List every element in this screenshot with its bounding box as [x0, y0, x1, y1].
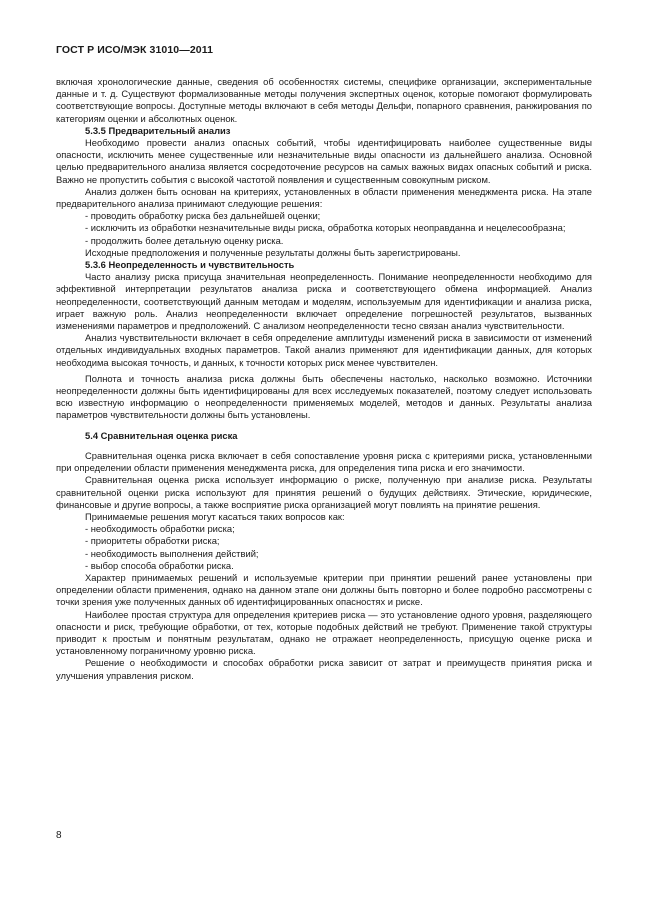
section-heading-5-3-6: 5.3.6 Неопределенность и чувствительность	[85, 259, 295, 271]
list-item: - необходимость выполнения действий;	[85, 547, 259, 559]
paragraph: Принимаемые решения могут касаться таких вопросов как:	[85, 510, 345, 522]
paragraph: Анализ должен быть основан на критериях, установленных в области применения менеджмента риска. На этапе предварительного анализа принимают следующие решения:	[56, 185, 592, 210]
list-item: - приоритеты обработки риска;	[85, 535, 220, 547]
list-item: - необходимость обработки риска;	[85, 523, 235, 535]
paragraph: Решение о необходимости и способах обработки риска зависит от затрат и преимуществ принятия риска и улучшения управления риском.	[56, 657, 592, 681]
document-header: ГОСТ Р ИСО/МЭК 31010—2011	[56, 44, 214, 56]
page-number: 8	[56, 830, 62, 841]
paragraph: Полнота и точность анализа риска должны быть обеспечены настолько, насколько возможно. Источники неопределенности должны быть идентифицированы для всех исследуемых показателей, поэтому следует использовать всю известную информацию о неопределенности применяемых моделей, методов и данных. Результаты анализа параметров чувствительности должны быть установлены.	[56, 372, 592, 421]
paragraph: Анализ чувствительности включает в себя определение амплитуды изменений риска в зависимости от изменений отдельных индивидуальных входных параметров. Такой анализ применяют для идентификации данных, для которых необходима высокая точность, и данных, к точности которых риск менее чувствителен.	[56, 332, 592, 368]
paragraph: Наиболее простая структура для определения критериев риска — это установление одного уровня, разделяющего опасности и риск, требующие обработки, от тех, которые подобных действий не требуют. Применение такой структуры приводит к простым и понятным результатам, однако не отражает неопределенность, присущую оценке риска и установленному пограничному уровню риска.	[56, 608, 592, 657]
section-heading-5-4: 5.4 Сравнительная оценка риска	[85, 429, 238, 441]
list-item: - продолжить более детальную оценку риска.	[85, 234, 284, 246]
paragraph: Сравнительная оценка риска включает в себя сопоставление уровня риска с критериями риска, установленными при определении области применения менеджмента риска, для определения типа риска и его значимости.	[56, 449, 592, 474]
paragraph: Характер принимаемых решений и используемые критерии при принятии решений ранее установлены при определении области применения, однако на данном этапе они должны быть повторно и более подробно рассмотрены с точки зрения уже полученных данных об идентифицированных опасностях и риске.	[56, 571, 592, 608]
paragraph: Сравнительная оценка риска использует информацию о риске, полученную при анализе риска. Результаты сравнительной оценки риска используют для принятия решений о будущих действиях. Этические, юридические, финансовые и другие вопросы, а также восприятие риска организацией могут повлиять на принятие решения.	[56, 474, 592, 510]
section-heading-5-3-5: 5.3.5 Предварительный анализ	[85, 124, 231, 136]
list-item: - выбор способа обработки риска.	[85, 559, 234, 571]
document-body	[56, 76, 592, 682]
paragraph: Исходные предположения и полученные результаты должны быть зарегистрированы.	[85, 246, 461, 258]
paragraph: Необходимо провести анализ опасных событий, чтобы идентифицировать наиболее существенные виды опасности, исключить менее существенные или незначительные виды опасности из дальнейшего анализа. Основной целью предварительного анализа является сосредоточение ресурсов на самых важных видах опасных событий и риска. Важно не пропустить события с высокой частотой появления и существенным совокупным риском.	[56, 137, 592, 185]
list-item: - исключить из обработки незначительные виды риска, обработка которых неоправданна и нецелесообразна;	[85, 222, 566, 234]
paragraph: включая хронологические данные, сведения об особенностях системы, специфике организации, экспериментальные данные и т. д. Существуют формализованные методы получения экспертных оценок, которые помогают формулировать соответствующие вопросы. Доступные методы включают в себя методы Дельфи, попарного сравнения, ранжирования по категориям оценки и абсолютных оценок.	[56, 76, 592, 124]
paragraph: Часто анализу риска присуща значительная неопределенность. Понимание неопределенности необходимо для эффективной интерпретации результатов анализа риска и соответствующего обмена информацией. Анализ неопределенности, соответствующий данным методам и моделям, используемым для идентификации и анализа риска, играет важную роль. Анализ неопределенности включает определение погрешностей результатов, вызванных изменениями параметров и предположений. С анализом неопределенности тесно связан анализ чувствительности.	[56, 271, 592, 332]
list-item: - проводить обработку риска без дальнейшей оценки;	[85, 210, 321, 222]
